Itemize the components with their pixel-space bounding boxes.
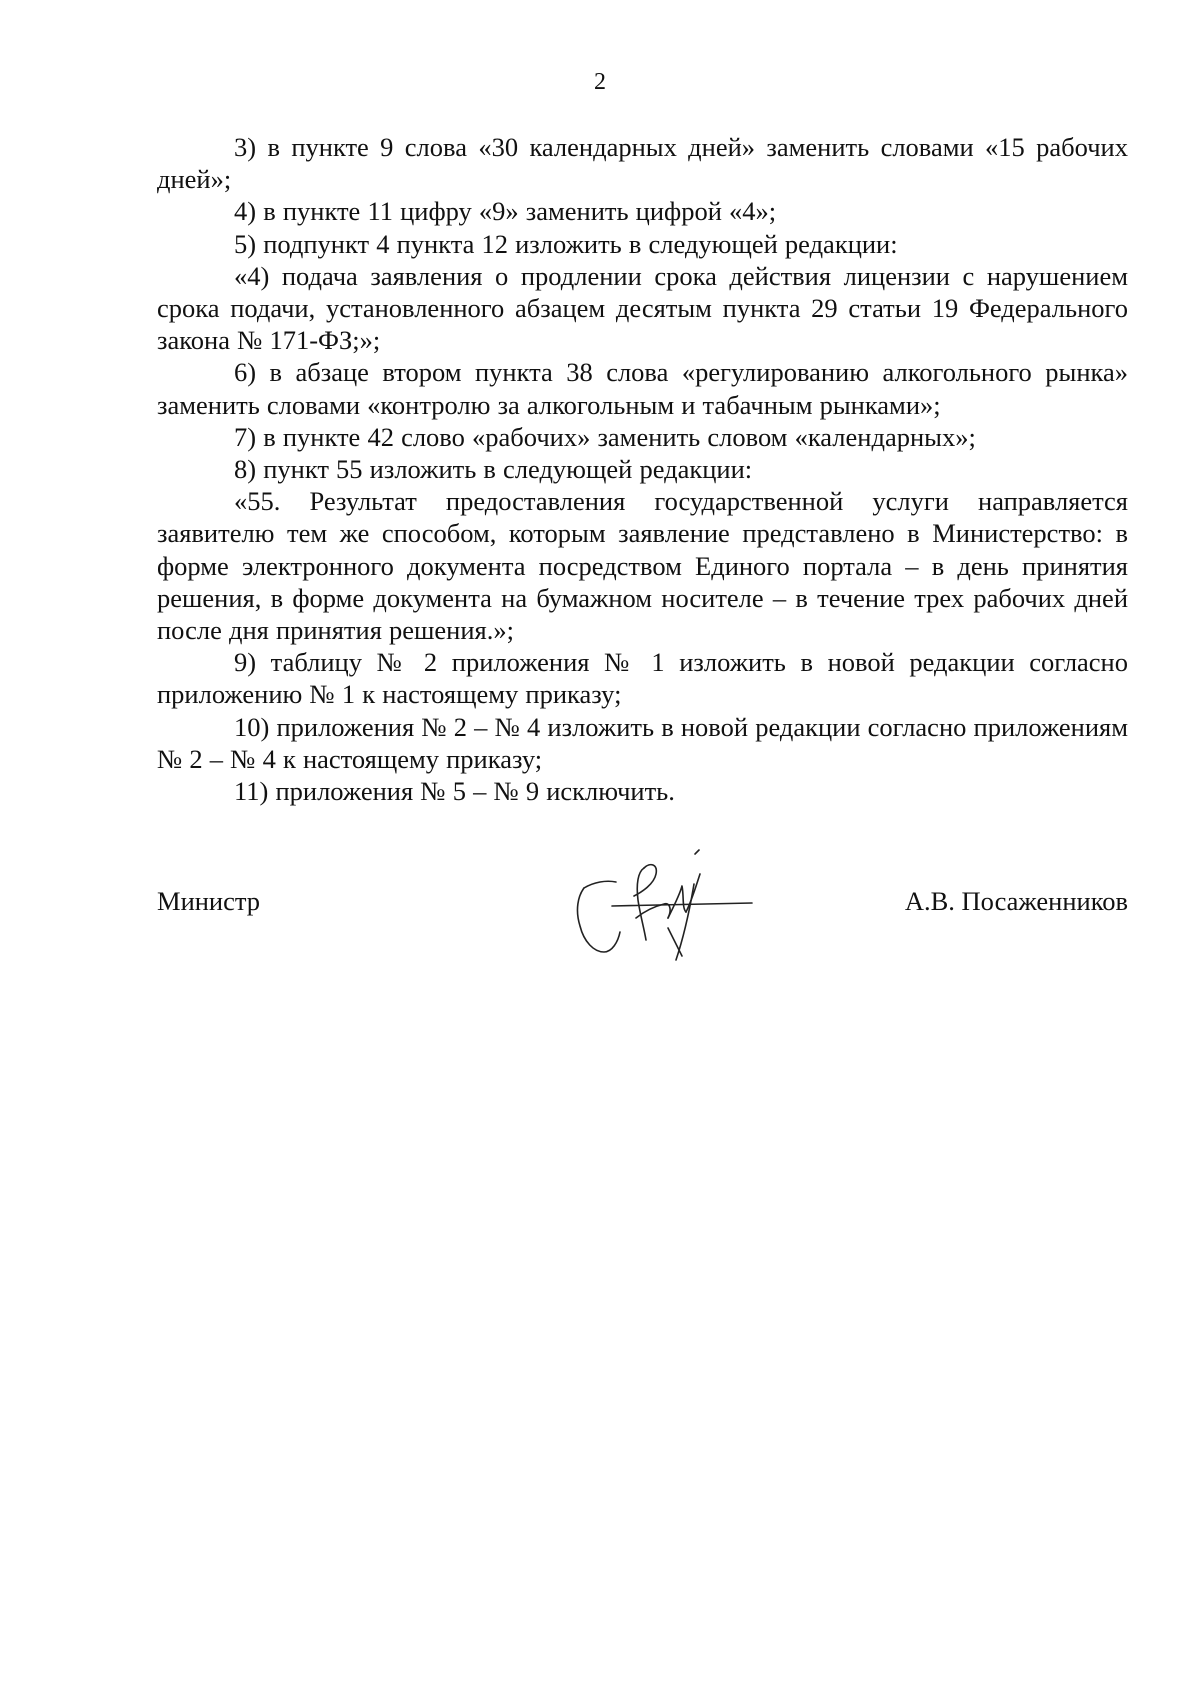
amendment-paragraph: 3) в пункте 9 слова «30 календарных дней» заменить словами «15 рабочих дней»; xyxy=(157,132,1128,195)
page-number: 2 xyxy=(594,69,606,95)
amendment-paragraph: 8) пункт 55 изложить в следующей редакции: xyxy=(234,454,753,485)
amendment-paragraph: 10) приложения № 2 – № 4 изложить в новой редакции согласно приложениям № 2 – № 4 к настоящему приказу; xyxy=(157,711,1128,774)
signature-block xyxy=(157,878,1128,988)
signatory-name: А.В. Посаженников xyxy=(904,886,1128,916)
amendment-paragraph: 4) в пункте 11 цифру «9» заменить цифрой «4»; xyxy=(234,196,777,227)
amendment-paragraph: «4) подача заявления о продлении срока действия лицензии с нарушением срока подачи, установленного абзацем десятым пункта 29 статьи 19 Федерального закона № 171-ФЗ;»; xyxy=(157,260,1128,356)
amendment-paragraph: 5) подпункт 4 пункта 12 изложить в следующей редакции: xyxy=(234,228,898,259)
document-body xyxy=(157,131,1128,807)
handwritten-signature xyxy=(572,848,772,978)
amendment-paragraph: 7) в пункте 42 слово «рабочих» заменить словом «календарных»; xyxy=(234,421,976,452)
signatory-title: Министр xyxy=(157,886,261,916)
amendment-paragraph: 9) таблицу № 2 приложения № 1 изложить в новой редакции согласно приложению № 1 к настоящему приказу; xyxy=(157,647,1128,710)
amendment-paragraph: 11) приложения № 5 – № 9 исключить. xyxy=(234,776,675,807)
amendment-paragraph: «55. Результат предоставления государственной услуги направляется заявителю тем же способом, которым заявление представлено в Министерство: в форме электронного документа посредством Единого портала – в день принятия решения, в форме документа на бумажном носителе – в течение трех рабочих дней после дня принятия решения.»; xyxy=(157,486,1128,646)
amendment-paragraph: 6) в абзаце втором пункта 38 слова «регулированию алкогольного рынка» заменить словами «контролю за алкогольным и табачным рынками»; xyxy=(157,357,1128,420)
